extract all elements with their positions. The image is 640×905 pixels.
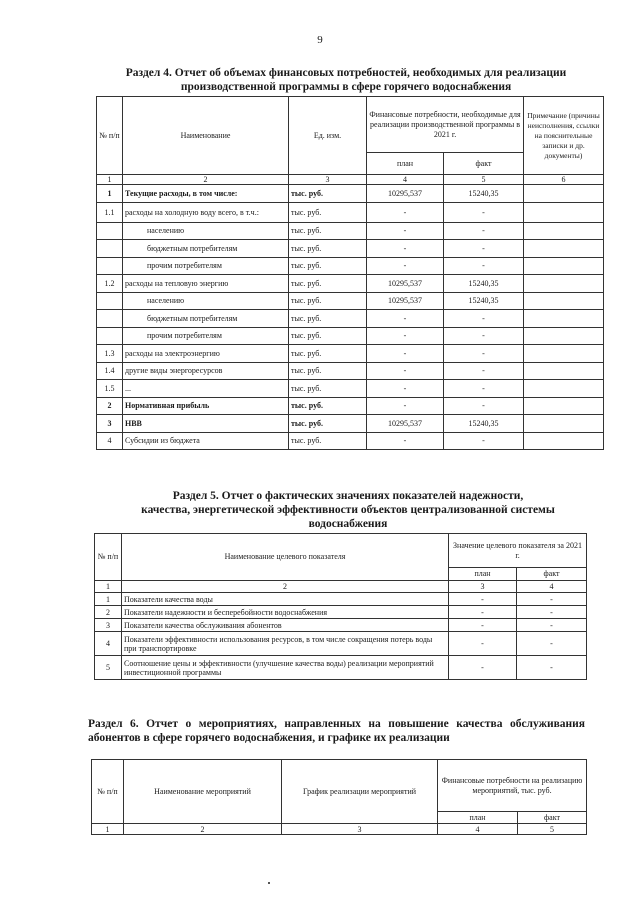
row-plan: - — [367, 345, 444, 363]
row-plan: - — [367, 202, 444, 222]
row-fact: - — [517, 606, 587, 619]
row-name: Показатели надежности и бесперебойности водоснабжения — [122, 606, 449, 619]
table-row — [97, 327, 604, 345]
row-num: 5 — [95, 656, 122, 680]
row-fact: - — [444, 345, 524, 363]
row-fact: 15240,35 — [444, 185, 524, 203]
row-fact: - — [444, 432, 524, 450]
header-fact: факт — [517, 568, 587, 581]
row-num: 1.3 — [97, 345, 123, 363]
row-name: Соотношение цены и эффективности (улучшение качества воды) реализации мероприятий инвестиционной программы — [122, 656, 449, 680]
row-plan: - — [367, 380, 444, 398]
row-note — [524, 345, 604, 363]
header-schedule: График реализации мероприятий — [282, 760, 438, 824]
scan-speck — [268, 882, 270, 884]
header-target-value: Значение целевого показателя за 2021 г. — [449, 534, 587, 568]
row-note — [524, 362, 604, 380]
header-financial-needs: Финансовые потребности на реализацию мероприятий, тыс. руб. — [438, 760, 587, 812]
row-note — [524, 415, 604, 433]
row-num — [97, 222, 123, 240]
row-num: 1 — [95, 593, 122, 606]
row-unit: тыс. руб. — [289, 397, 367, 415]
colnum: 2 — [124, 824, 282, 835]
row-name: Текущие расходы, в том числе: — [123, 185, 289, 203]
colnum: 1 — [97, 175, 123, 185]
table-row — [97, 240, 604, 258]
table-row — [97, 432, 604, 450]
colnum: 5 — [444, 175, 524, 185]
row-name: населению — [123, 292, 289, 310]
row-plan: - — [367, 432, 444, 450]
row-fact: - — [444, 380, 524, 398]
header-fact: факт — [518, 812, 587, 824]
row-note — [524, 380, 604, 398]
row-unit: тыс. руб. — [289, 222, 367, 240]
row-note — [524, 397, 604, 415]
table-row — [97, 185, 604, 203]
row-fact: - — [517, 656, 587, 680]
colnum: 4 — [438, 824, 518, 835]
row-num — [97, 327, 123, 345]
row-num — [97, 240, 123, 258]
table-row — [97, 202, 604, 222]
header-plan: план — [449, 568, 517, 581]
row-fact: - — [444, 222, 524, 240]
page-number: 9 — [317, 34, 323, 46]
row-fact: - — [444, 397, 524, 415]
table-row — [95, 606, 587, 619]
table-row — [97, 310, 604, 328]
row-note — [524, 310, 604, 328]
row-plan: - — [449, 632, 517, 656]
row-fact: 15240,35 — [444, 275, 524, 293]
row-fact: - — [444, 327, 524, 345]
row-note — [524, 432, 604, 450]
row-plan: - — [367, 310, 444, 328]
row-name: населению — [123, 222, 289, 240]
row-name: Показатели качества обслуживания абонентов — [122, 619, 449, 632]
row-fact: 15240,35 — [444, 292, 524, 310]
row-name: расходы на холодную воду всего, в т.ч.: — [123, 202, 289, 222]
table-row — [97, 275, 604, 293]
colnum: 2 — [122, 581, 449, 593]
section6-table — [91, 759, 587, 835]
row-num: 1.2 — [97, 275, 123, 293]
table-row — [97, 345, 604, 363]
colnum: 3 — [282, 824, 438, 835]
table-row — [95, 656, 587, 680]
row-num — [97, 257, 123, 275]
row-note — [524, 327, 604, 345]
row-plan: - — [367, 222, 444, 240]
row-unit: тыс. руб. — [289, 432, 367, 450]
row-plan: - — [367, 397, 444, 415]
row-plan: - — [367, 327, 444, 345]
row-note — [524, 292, 604, 310]
colnum: 3 — [449, 581, 517, 593]
row-name: ... — [123, 380, 289, 398]
row-plan: - — [367, 257, 444, 275]
section4-table — [96, 96, 604, 450]
table-row — [97, 222, 604, 240]
row-unit: тыс. руб. — [289, 275, 367, 293]
header-activity-name: Наименование мероприятий — [124, 760, 282, 824]
header-fact: факт — [444, 153, 524, 175]
row-num: 2 — [95, 606, 122, 619]
header-plan: план — [367, 153, 444, 175]
colnum: 6 — [524, 175, 604, 185]
row-fact: - — [444, 362, 524, 380]
row-num: 1.1 — [97, 202, 123, 222]
row-fact: - — [517, 619, 587, 632]
row-name: расходы на электроэнергию — [123, 345, 289, 363]
row-plan: 10295,537 — [367, 275, 444, 293]
row-plan: - — [367, 240, 444, 258]
table-row — [97, 415, 604, 433]
table-row — [95, 619, 587, 632]
colnum: 3 — [289, 175, 367, 185]
row-name: прочим потребителям — [123, 257, 289, 275]
row-num: 4 — [95, 632, 122, 656]
row-name: бюджетным потребителям — [123, 240, 289, 258]
row-plan: 10295,537 — [367, 292, 444, 310]
row-plan: - — [449, 656, 517, 680]
row-fact: - — [517, 632, 587, 656]
row-name: Нормативная прибыль — [123, 397, 289, 415]
colnum: 2 — [123, 175, 289, 185]
row-num: 1.4 — [97, 362, 123, 380]
row-num: 2 — [97, 397, 123, 415]
section5-title-line2: качества, энергетической эффективности объектов централизованной системы — [141, 504, 555, 516]
section4-title: Раздел 4. Отчет об объемах финансовых потребностей, необходимых для реализации производственной программы в сфере горячего водоснабжения — [125, 67, 567, 93]
colnum: 4 — [517, 581, 587, 593]
row-fact: - — [444, 310, 524, 328]
header-indicator-name: Наименование целевого показателя — [122, 534, 449, 581]
table-row — [95, 593, 587, 606]
table-row — [97, 292, 604, 310]
section5-title — [98, 489, 598, 531]
row-fact: - — [444, 240, 524, 258]
colnum: 5 — [518, 824, 587, 835]
row-num: 4 — [97, 432, 123, 450]
section5-title-line1: Раздел 5. Отчет о фактических значениях показателей надежности, — [172, 490, 524, 502]
row-name: Показатели эффективности использования ресурсов, в том числе сокращения потерь воды при транспортировке — [122, 632, 449, 656]
header-financial-needs: Финансовые потребности, необходимые для реализации производственной программы в 2021 г. — [367, 97, 524, 153]
column-numbers-row — [97, 175, 604, 185]
header-num: № п/п — [95, 534, 122, 581]
section5-title-line3: водоснабжения — [308, 518, 388, 530]
row-note — [524, 240, 604, 258]
row-name: Субсидии из бюджета — [123, 432, 289, 450]
row-num: 1 — [97, 185, 123, 203]
row-unit: тыс. руб. — [289, 240, 367, 258]
row-unit: тыс. руб. — [289, 257, 367, 275]
row-unit: тыс. руб. — [289, 327, 367, 345]
row-name: прочим потребителям — [123, 327, 289, 345]
row-unit: тыс. руб. — [289, 310, 367, 328]
row-unit: тыс. руб. — [289, 415, 367, 433]
row-name: другие виды энергоресурсов — [123, 362, 289, 380]
column-numbers-row — [92, 824, 587, 835]
row-note — [524, 222, 604, 240]
row-note — [524, 185, 604, 203]
row-unit: тыс. руб. — [289, 202, 367, 222]
row-unit: тыс. руб. — [289, 345, 367, 363]
row-num: 1.5 — [97, 380, 123, 398]
row-fact: - — [444, 257, 524, 275]
header-plan: план — [438, 812, 518, 824]
table-row — [97, 380, 604, 398]
colnum: 1 — [95, 581, 122, 593]
row-plan: - — [449, 606, 517, 619]
table-row — [97, 257, 604, 275]
row-plan: - — [449, 619, 517, 632]
row-num: 3 — [97, 415, 123, 433]
row-fact: - — [444, 202, 524, 222]
row-plan: 10295,537 — [367, 415, 444, 433]
row-plan: 10295,537 — [367, 185, 444, 203]
row-name: НВВ — [123, 415, 289, 433]
row-note — [524, 275, 604, 293]
row-fact: - — [517, 593, 587, 606]
row-num — [97, 310, 123, 328]
colnum: 4 — [367, 175, 444, 185]
header-note: Примечание (причины неисполнения, ссылки на пояснительные записки и др. документы) — [524, 97, 604, 175]
row-fact: 15240,35 — [444, 415, 524, 433]
row-name: расходы на тепловую энергию — [123, 275, 289, 293]
column-numbers-row — [95, 581, 587, 593]
table-row — [95, 632, 587, 656]
section5-table — [94, 533, 587, 680]
row-unit: тыс. руб. — [289, 362, 367, 380]
row-plan: - — [367, 362, 444, 380]
header-unit: Ед. изм. — [289, 97, 367, 175]
row-note — [524, 257, 604, 275]
header-num: № п/п — [92, 760, 124, 824]
section6-title: Раздел 6. Отчет о мероприятиях, направленных на повышение качества обслуживания абонентов в сфере горячего водоснабжения, и графике их реализации — [88, 718, 585, 744]
colnum: 1 — [92, 824, 124, 835]
row-name: бюджетным потребителям — [123, 310, 289, 328]
row-unit: тыс. руб. — [289, 292, 367, 310]
header-name: Наименование — [123, 97, 289, 175]
header-num: № п/п — [97, 97, 123, 175]
row-unit: тыс. руб. — [289, 185, 367, 203]
table-row — [97, 397, 604, 415]
row-unit: тыс. руб. — [289, 380, 367, 398]
row-plan: - — [449, 593, 517, 606]
row-num: 3 — [95, 619, 122, 632]
row-note — [524, 202, 604, 222]
row-num — [97, 292, 123, 310]
table-row — [97, 362, 604, 380]
row-name: Показатели качества воды — [122, 593, 449, 606]
